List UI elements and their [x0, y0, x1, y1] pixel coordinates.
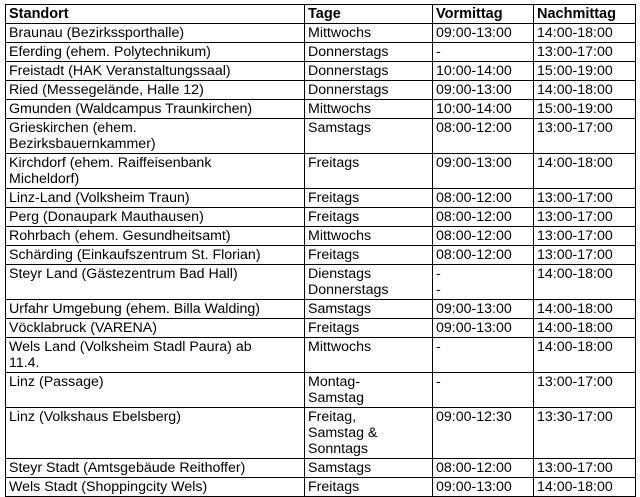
cell-nachmittag [534, 408, 636, 459]
cell-standort [6, 459, 305, 478]
cell-vormittag [433, 246, 534, 265]
cell-nachmittag [534, 478, 636, 497]
cell-vormittag [433, 62, 534, 81]
cell-tage [305, 100, 433, 119]
cell-tage [305, 62, 433, 81]
table-row [6, 408, 636, 459]
cell-vormittag-line: - [436, 374, 441, 390]
cell-vormittag-line: 08:00-12:00 [436, 247, 512, 263]
cell-nachmittag [534, 119, 636, 154]
cell-tage-line: Sonntags [308, 441, 368, 457]
cell-vormittag-line: 10:00-14:00 [436, 101, 512, 117]
cell-nachmittag [534, 459, 636, 478]
cell-vormittag [433, 119, 534, 154]
table-row [6, 338, 636, 373]
cell-nachmittag-line: 13:00-17:00 [537, 209, 613, 225]
cell-tage [305, 373, 433, 408]
cell-tage-line: Samstags [308, 301, 372, 317]
cell-vormittag [433, 43, 534, 62]
cell-tage-line: Dienstags [308, 266, 372, 282]
cell-tage [305, 459, 433, 478]
schedule-table [5, 4, 636, 497]
cell-nachmittag-line: 13:00-17:00 [537, 247, 613, 263]
cell-nachmittag-line: 13:00-17:00 [537, 120, 613, 136]
cell-tage-line: Freitag, [308, 409, 357, 425]
cell-standort [6, 24, 305, 43]
cell-tage-line: Mittwochs [308, 339, 372, 355]
cell-vormittag-line: 08:00-12:00 [436, 190, 512, 206]
cell-standort [6, 408, 305, 459]
cell-nachmittag-line: 13:00-17:00 [537, 190, 613, 206]
cell-standort-line: Wels Land (Volksheim Stadl Paura) ab [9, 339, 252, 355]
cell-vormittag [433, 81, 534, 100]
cell-standort-line: Gmunden (Waldcampus Traunkirchen) [9, 101, 253, 117]
cell-vormittag-line: - [436, 339, 441, 355]
cell-tage-line: Donnerstags [308, 82, 389, 98]
cell-standort [6, 319, 305, 338]
cell-vormittag-line: 09:00-13:00 [436, 82, 512, 98]
cell-nachmittag [534, 43, 636, 62]
cell-tage-line: Freitags [308, 155, 360, 171]
table-row [6, 373, 636, 408]
cell-vormittag [433, 373, 534, 408]
cell-nachmittag [534, 81, 636, 100]
cell-standort-line: Grieskirchen (ehem. [9, 120, 137, 136]
cell-nachmittag-line: 14:00-18:00 [537, 301, 613, 317]
cell-standort-line: Steyr Stadt (Amtsgebäude Reithoffer) [9, 460, 246, 476]
cell-nachmittag-line: 14:00-18:00 [537, 266, 613, 282]
cell-tage-line: Freitags [308, 320, 360, 336]
header-vormittag: Vormittag [433, 5, 534, 24]
cell-standort-line: Ried (Messegelände, Halle 12) [9, 82, 204, 98]
cell-vormittag [433, 459, 534, 478]
cell-standort-line: 11.4. [9, 355, 40, 371]
cell-vormittag-line: 09:00-13:00 [436, 479, 512, 495]
table-row [6, 81, 636, 100]
cell-nachmittag [534, 24, 636, 43]
cell-nachmittag-line: 13:00-17:00 [537, 460, 613, 476]
cell-nachmittag [534, 208, 636, 227]
table-header [6, 5, 636, 24]
cell-standort [6, 62, 305, 81]
cell-nachmittag-line: 14:00-18:00 [537, 82, 613, 98]
table-row [6, 208, 636, 227]
cell-standort [6, 300, 305, 319]
header-tage: Tage [305, 5, 433, 24]
cell-tage [305, 43, 433, 62]
cell-nachmittag-line: 13:00-17:00 [537, 228, 613, 244]
cell-standort-line: Wels Stadt (Shoppingcity Wels) [9, 479, 208, 495]
cell-tage [305, 227, 433, 246]
cell-tage [305, 478, 433, 497]
cell-standort-line: Perg (Donaupark Mauthausen) [9, 209, 204, 225]
cell-tage [305, 408, 433, 459]
table-row [6, 119, 636, 154]
cell-tage [305, 119, 433, 154]
cell-nachmittag-line: 13:30-17:00 [537, 409, 613, 425]
cell-nachmittag [534, 62, 636, 81]
cell-vormittag-line: - [436, 44, 441, 60]
cell-tage-line: Donnerstags [308, 63, 389, 79]
cell-standort [6, 373, 305, 408]
table-row [6, 154, 636, 189]
cell-standort-line: Freistadt (HAK Veranstaltungssaal) [9, 63, 231, 79]
cell-vormittag [433, 300, 534, 319]
cell-tage [305, 300, 433, 319]
cell-tage-line: Mittwochs [308, 228, 372, 244]
header-standort: Standort [6, 5, 305, 24]
cell-vormittag [433, 227, 534, 246]
cell-vormittag [433, 478, 534, 497]
table-row [6, 246, 636, 265]
cell-vormittag [433, 154, 534, 189]
cell-vormittag [433, 24, 534, 43]
table-row [6, 265, 636, 300]
cell-nachmittag-line: 13:00-17:00 [537, 44, 613, 60]
cell-tage [305, 81, 433, 100]
cell-nachmittag [534, 154, 636, 189]
cell-vormittag [433, 208, 534, 227]
cell-standort-line: Linz-Land (Volksheim Traun) [9, 190, 190, 206]
cell-standort [6, 265, 305, 300]
cell-standort [6, 189, 305, 208]
cell-nachmittag-line: 14:00-18:00 [537, 320, 613, 336]
cell-nachmittag [534, 265, 636, 300]
schedule-table-wrapper [5, 4, 636, 497]
cell-standort-line: Linz (Passage) [9, 374, 104, 390]
cell-nachmittag [534, 100, 636, 119]
header-row [6, 5, 636, 24]
cell-vormittag-line: 09:00-13:00 [436, 25, 512, 41]
cell-vormittag [433, 319, 534, 338]
table-row [6, 24, 636, 43]
cell-tage-line: Freitags [308, 190, 360, 206]
cell-tage-line: Donnerstags [308, 44, 389, 60]
cell-standort-line: Kirchdorf (ehem. Raiffeisenbank [9, 155, 212, 171]
cell-vormittag-line: 09:00-13:00 [436, 155, 512, 171]
cell-standort-line: Steyr Land (Gästezentrum Bad Hall) [9, 266, 238, 282]
cell-tage [305, 246, 433, 265]
cell-vormittag [433, 338, 534, 373]
cell-standort [6, 338, 305, 373]
cell-standort [6, 100, 305, 119]
cell-vormittag-line: 10:00-14:00 [436, 63, 512, 79]
cell-standort-line: Micheldorf) [9, 171, 80, 187]
cell-nachmittag [534, 189, 636, 208]
cell-vormittag-line: 09:00-13:00 [436, 301, 512, 317]
cell-tage [305, 338, 433, 373]
cell-tage-line: Donnerstags [308, 282, 389, 298]
cell-standort-line: Linz (Volkshaus Ebelsberg) [9, 409, 181, 425]
cell-tage-line: Samstag & [308, 425, 378, 441]
cell-tage [305, 208, 433, 227]
header-nachmittag: Nachmittag [534, 5, 636, 24]
cell-tage-line: Mittwochs [308, 101, 372, 117]
cell-nachmittag-line: 14:00-18:00 [537, 25, 613, 41]
cell-tage-line: Montag- [308, 374, 361, 390]
cell-tage-line: Mittwochs [308, 25, 372, 41]
cell-nachmittag [534, 246, 636, 265]
cell-vormittag-line: 08:00-12:00 [436, 120, 512, 136]
cell-tage [305, 319, 433, 338]
cell-vormittag [433, 189, 534, 208]
cell-vormittag [433, 408, 534, 459]
cell-standort-line: Bezirksbauernkammer) [9, 136, 156, 152]
cell-nachmittag-line: 15:00-19:00 [537, 63, 613, 79]
cell-tage-line: Freitags [308, 247, 360, 263]
cell-vormittag-line: 08:00-12:00 [436, 228, 512, 244]
cell-nachmittag [534, 300, 636, 319]
cell-vormittag-line: 08:00-12:00 [436, 460, 512, 476]
cell-nachmittag [534, 227, 636, 246]
cell-tage [305, 265, 433, 300]
cell-standort-line: Eferding (ehem. Polytechnikum) [9, 44, 211, 60]
cell-nachmittag-line: 14:00-18:00 [537, 339, 613, 355]
cell-standort [6, 119, 305, 154]
cell-nachmittag-line: 14:00-18:00 [537, 155, 613, 171]
cell-vormittag-line: 09:00-13:00 [436, 320, 512, 336]
cell-nachmittag [534, 319, 636, 338]
table-row [6, 189, 636, 208]
cell-vormittag-line: - [436, 282, 441, 298]
table-body [6, 24, 636, 497]
cell-vormittag-line: 08:00-12:00 [436, 209, 512, 225]
cell-standort-line: Schärding (Einkaufszentrum St. Florian) [9, 247, 261, 263]
cell-vormittag [433, 100, 534, 119]
table-row [6, 227, 636, 246]
table-row [6, 319, 636, 338]
cell-nachmittag [534, 338, 636, 373]
cell-standort [6, 478, 305, 497]
table-row [6, 459, 636, 478]
cell-standort-line: Rohrbach (ehem. Gesundheitsamt) [9, 228, 231, 244]
cell-tage [305, 154, 433, 189]
cell-standort [6, 43, 305, 62]
cell-nachmittag-line: 15:00-19:00 [537, 101, 613, 117]
table-row [6, 300, 636, 319]
cell-tage-line: Samstags [308, 120, 372, 136]
cell-tage-line: Samstags [308, 460, 372, 476]
cell-standort [6, 81, 305, 100]
cell-nachmittag-line: 13:00-17:00 [537, 374, 613, 390]
cell-standort [6, 208, 305, 227]
cell-vormittag-line: - [436, 266, 441, 282]
table-row [6, 62, 636, 81]
cell-nachmittag [534, 373, 636, 408]
cell-standort [6, 246, 305, 265]
cell-standort-line: Vöcklabruck (VARENA) [9, 320, 157, 336]
cell-standort-line: Urfahr Umgebung (ehem. Billa Walding) [9, 301, 261, 317]
table-row [6, 100, 636, 119]
cell-nachmittag-line: 14:00-18:00 [537, 479, 613, 495]
cell-tage-line: Freitags [308, 479, 360, 495]
cell-tage [305, 189, 433, 208]
cell-tage [305, 24, 433, 43]
cell-tage-line: Samstag [308, 390, 364, 406]
table-row [6, 478, 636, 497]
table-row [6, 43, 636, 62]
cell-vormittag [433, 265, 534, 300]
cell-standort [6, 227, 305, 246]
cell-standort [6, 154, 305, 189]
cell-standort-line: Braunau (Bezirkssporthalle) [9, 25, 185, 41]
cell-tage-line: Freitags [308, 209, 360, 225]
cell-vormittag-line: 09:00-12:30 [436, 409, 512, 425]
